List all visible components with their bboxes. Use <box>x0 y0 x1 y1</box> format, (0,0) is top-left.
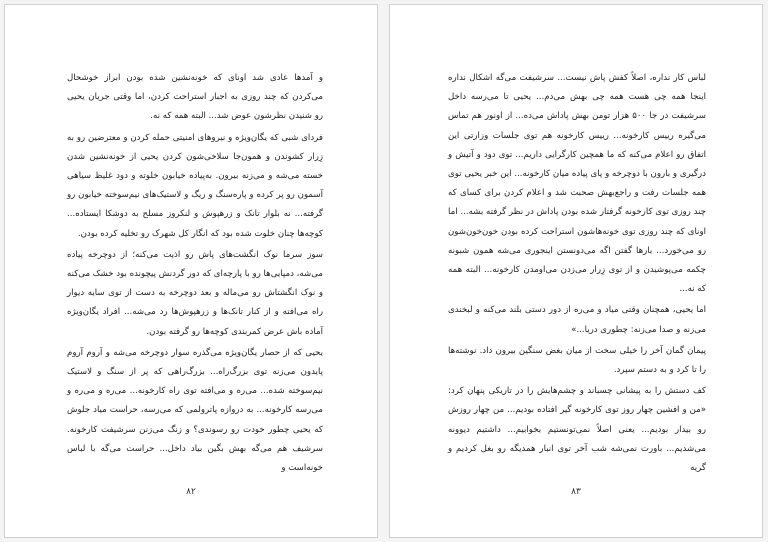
page-number: ۸۳ <box>571 487 581 497</box>
right-page-text <box>448 69 706 480</box>
paragraph: کف دستش را به پیشانی چسباند و چشم‌هایش را در تاریکی پنهان کرد: «من و افشین چهار روز توی کارخونه گیر افتاده بودیم... من چهار روزش رو بیدار بودیم... یعنی اصلاً نمی‌تونستیم بخوابیم... داشتیم دیوونه می‌شدیم... باورت نمی‌شه شب آخر توی انبار همدیگه رو بغل کردیم و گریه <box>448 386 706 474</box>
left-page <box>4 4 378 538</box>
paragraph: فردای شبی که یگان‌ویژه و نیروهای امنیتی حمله کردن و معترضین رو به زِرار کشوندن و همون‌جا سلاخی‌شون کردن یحیی از خونه‌نشین شدن خسته می‌شه و می‌زنه بیرون. به‌پیاده خیابون خلوته و دود غلیظ سیاهی آسمون رو پر کرده و پارەسنگ و ریگ و لاستیک‌های نیم‌سوخته خیابون رو گرفته... نه بلوار تانک و زرهپوش و لنکروز مسلح به دوشکا ایستاده... کوچه‌ها چنان خلوت شده بود که انگار کل شهرک رو تخلیه کرده بودن. <box>67 132 323 239</box>
paragraph: و آمدها عادی شد اونای که خونه‌نشین شده بودن ابراز خوشحال می‌کردن که چند روزی به اجبار استراحت کردن، اما وقتی جریان یحیی رو شنیدن نظرشون عوض شد... البته همه که نه. <box>67 73 323 122</box>
paragraph: یحیی که از حصار یگان‌ویژه می‌گذره سوار دوچرخه می‌شه و آروم آروم پایدون می‌زنه توی بزرگ‌راه... بزرگ‌راهی که پر از سنگ و لاستیک نیم‌سوخته شده... می‌ره و می‌افته توی راه کارخونه... می‌ره و می‌ره و می‌رسه کارخونه... به دروازه پاترولمی که می‌رسه، حراست میاد جلوش که یحیی چطور خودت رو رسوندی؟ و زنگ می‌زنن سرشیفت کارخونه. سرشیف هم می‌گه بهش بگین بیاد داخل... حراست می‌گه با لباس خونه‌است و <box>67 347 323 474</box>
paragraph: لباس کار نداره، اصلاً کفش پاش نیست... سرشیفت می‌گه اشکال نداره اینجا همه چی هست همه چی بهش می‌دم... یحیی تا می‌رسه داخل سرشیفت در جا ۵۰۰ هزار تومن بهش پاداش می‌ده... از اونور هم تماس می‌گیره رییس کارخونه... رییس کارخونه هم توی جلسات وزارتی این اتفاق رو اعلام می‌کنه که ما همچین کارگرایی داریم... توی دود و آتیش و درگیری و بارون با دوچرخه و پای پیاده میان کارخونه... این خبر یحیی توی همه جلسات رفت و راجع‌بهش صحبت شد و اعلام کردن برای کسای که چند روزی توی کارخونه گرفتار شده بودن پاداش در نظر گرفته بشه... اما اونای که چند روزی توی خونه‌هاشون استراحت کرده بودن خون‌خون‌شون رو می‌خورد... بارها گفتن اگه می‌دونستن اینجوری می‌شه همون شبونه چکمه می‌پوشیدن و از توی زِرار می‌زدن می‌اومدن کارخونه... البته همه که نه... <box>448 73 706 295</box>
paragraph: سوز سرما نوک انگشت‌های پاش رو اذیت می‌کنه؛ از دوچرخه پیاده می‌شه، دمپایی‌ها رو با پارچه‌ای که دور گردنش پیچونده بود خشک می‌کنه و نوک انگشتاش رو می‌ماله و بعد دوچرخه به دست از توی سایه دیوار راه می‌افته و از کنار تانک‌ها و زرهپوش‌ها رد می‌شه... افراد یگان‌ویژه آماده باش عرض کمربندی کوچه‌ها رو گرفته بودن. <box>67 249 323 337</box>
right-page <box>389 4 763 538</box>
paragraph: پیمان گمان آخر را خیلی سخت از میان بغض سنگین بیرون داد. نوشته‌ها را تا کرد و به دستم سپرد. <box>448 345 706 376</box>
page-number: ۸۲ <box>186 487 196 497</box>
paragraph: اما یحیی، همچنان وقتی میاد و می‌ره از دور دستی بلند می‌کنه و لبخندی می‌زنه و صدا می‌زنه: چطوری دریا...» <box>448 305 706 335</box>
left-page-text <box>67 69 323 480</box>
